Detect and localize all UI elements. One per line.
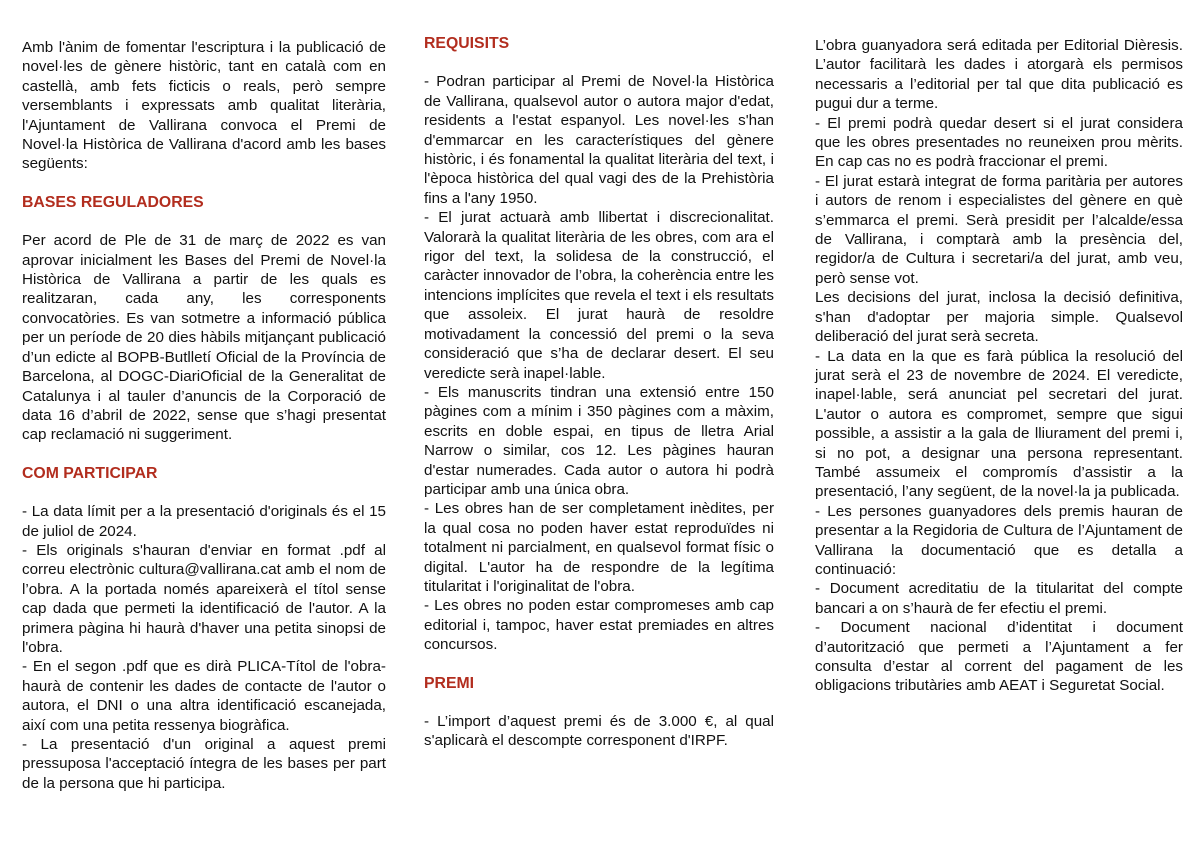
right-paragraph: Les decisions del jurat, inclosa la decisió definitiva, s'han d'adoptar per majoria simple. Qualsevol deliberació del jurat serà secreta. bbox=[815, 289, 1183, 346]
bases-paragraph: Per acord de Ple de 31 de març de 2022 es van aprovar inicialment les Bases del Premi de Novel·la Històrica de Vallirana a partir de les quals es realitzaran, cada any, les corresponents convocatòries. Es van sotmetre a informació pública per un període de 20 dies hàbils mitjançant publicació d’un edicte al BOPB-Butlletí Oficial de la Província de Barcelona, al DOGC-DiariOficial de la Generalitat de Catalunya i al tauler d’anuncis de la Corporació de data 16 d’abril de 2022, sense que s’hagi presentat cap reclamació ni suggeriment. bbox=[22, 232, 386, 444]
requisits-heading: REQUISITS bbox=[424, 35, 510, 52]
column-left bbox=[22, 38, 386, 793]
requisits-item: - Podran participar al Premi de Novel·la Històrica de Vallirana, qualsevol autor o autora major d'edat, residents a l'estat espanyol. Les novel·les s'han d'emmarcar en les característiques del gènere històric, i és fonamental la qualitat literària del text, i l'època històrica del qual vagi des de la Prehistòria fins a l'any 1950. bbox=[424, 73, 774, 207]
right-paragraph: - Document nacional d’identitat i document d’autorització que permeti a l’Ajuntament a fer consulta d’estar al corrent del pagament de les obligacions tributàries amb AEAT i Seguretat Social. bbox=[815, 619, 1183, 695]
right-paragraph: - Les persones guanyadores dels premis hauran de presentar a la Regidoria de Cultura de l’Ajuntament de Vallirana la documentació que es detalla a continuació: bbox=[815, 502, 1183, 578]
requisits-item: - Les obres han de ser completament inèdites, per la qual cosa no poden haver estat reproduïdes ni totalment ni parcialment, en qualsevol format físic o digital. L'autor ha de respondre de la legítima titularitat i l'originalitat de l'obra. bbox=[424, 500, 774, 595]
requisits-item: - Els manuscrits tindran una extensió entre 150 pàgines com a mínim i 350 pàgines com a màxim, escrits en doble espai, en tipus de lletra Arial Narrow o similar, cos 12. Les pàgines hauran d'estar numerades. Cada autor o autora hi podrà participar amb una única obra. bbox=[424, 383, 774, 498]
participar-item: - La data límit per a la presentació d'originals és el 15 de juliol de 2024. bbox=[22, 503, 386, 540]
participar-item: - Els originals s'hauran d'enviar en format .pdf al correu electrònic cultura@vallirana.cat amb el nom de l’obra. A la portada només apareixerà el títol sense cap dada que permeti la identificació de l'autor. A la primera pàgina hi haurà d'haver una petita sinopsi de l'obra. bbox=[22, 541, 386, 656]
participar-heading: COM PARTICIPAR bbox=[22, 464, 158, 482]
right-paragraph: - El premi podrà quedar desert si el jurat considera que les obres presentades no reuneixen prou mèrits. En cap cas no es podrà fraccionar el premi. bbox=[815, 114, 1183, 171]
intro-paragraph: Amb l'ànim de fomentar l'escriptura i la publicació de novel·les de gènere històric, tant en català com en castellà, amb fets ficticis o reals, però sempre versemblants i expressats amb qualitat literària, l'Ajuntament de Vallirana convoca el Premi de Novel·la Històrica de Vallirana d'acord amb les bases següents: bbox=[22, 39, 386, 173]
column-middle bbox=[424, 34, 774, 751]
right-paragraph: L’obra guanyadora será editada per Editorial Dièresis. L’autor facilitarà les dades i atorgarà els permisos necessaris a l’editorial per tal que dita publicació es pugui dur a terme. bbox=[815, 37, 1183, 113]
right-paragraph: - La data en la que es farà pública la resolució del jurat serà el 23 de novembre de 2024. El veredicte, inapel·lable, será anunciat pel secretari del jurat. L'autor o autora es compromet, sempre que sigui possible, a assistir a la gala de lliurament del premi i, si no pot, a designar una persona representant. També assumeix el compromís d’assistir a la presentació, l’any següent, de la novel·la ja publicada. bbox=[815, 347, 1183, 501]
right-paragraph: - El jurat estarà integrat de forma paritària per autores i autors de renom i especialistes del gènere en què s’emmarca el premi. Serà presidit per l’alcalde/essa de Vallirana, i comptarà amb la presència del, regidor/a de Cultura i secretari/a del jurat, amb veu, però sense vot. bbox=[815, 172, 1183, 287]
requisits-item: - Les obres no poden estar compromeses amb cap editorial i, tampoc, haver estat premiades en altres concursos. bbox=[424, 597, 774, 654]
requisits-item: - El jurat actuarà amb llibertat i discrecionalitat. Valorarà la qualitat literària de les obres, com ara el rigor del text, la solidesa de la construcció, el caràcter innovador de l’obra, la coherència entre les intencions implícites que revela el text i els resultats que assoleix. El jurat haurà de resoldre motivadament la concessió del premi o la seva consideració que s’ha de declarar desert. El seu veredicte serà inapel·lable. bbox=[424, 209, 774, 382]
premi-paragraph: - L’import d’aquest premi és de 3.000 €, al qual s'aplicarà el descompte corresponent d'IRPF. bbox=[424, 713, 774, 750]
participar-item: - En el segon .pdf que es dirà PLICA-Títol de l'obra- haurà de contenir les dades de contacte de l'autor o autora, el DNI o una altra identificació escanejada, així com una petita ressenya biogràfica. bbox=[22, 658, 386, 734]
participar-item: - La presentació d'un original a aquest premi pressuposa l'acceptació íntegra de les bases per part de la persona que hi participa. bbox=[22, 736, 386, 792]
column-right bbox=[815, 36, 1183, 696]
bases-heading: BASES REGULADORES bbox=[22, 193, 204, 211]
right-paragraph: - Document acreditatiu de la titularitat del compte bancari a on s’haurà de fer efectiu el premi. bbox=[815, 580, 1183, 617]
premi-heading: PREMI bbox=[424, 674, 475, 692]
